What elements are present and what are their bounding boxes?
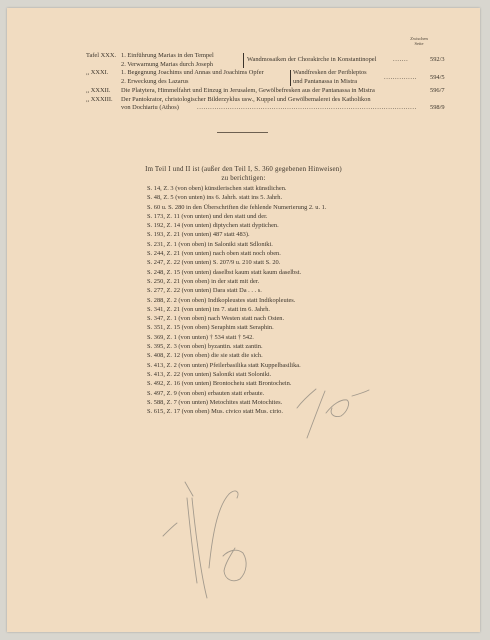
errata-line: S. 193, Z. 21 (von unten) 487 statt 483).	[147, 231, 250, 239]
errata-line: S. 347, Z. 1 (von oben) nach Westen statt nach Osten.	[147, 315, 285, 323]
header-line-1: Zwischen	[410, 36, 428, 41]
errata-subheading: zu berichtigen:	[221, 175, 266, 182]
leader-dots: ...............	[384, 74, 417, 81]
plate-label: ,, XXXII.	[86, 86, 111, 94]
plate-label: ,, XXXIII.	[86, 95, 113, 103]
plate-description: und Pantanassa in Mistra	[293, 78, 358, 86]
errata-line: S. 413, Z. 22 (von unten) Saloniki statt Soloniki.	[147, 370, 272, 378]
errata-line: S. 492, Z. 16 (von unten) Brontocheiu statt Brontochein.	[147, 380, 292, 388]
plate-description: Wandmosaiken der Chorakirche in Konstantinopel	[247, 56, 377, 63]
document-page	[7, 8, 480, 632]
plate-label: ,, XXXI.	[86, 69, 109, 77]
errata-line: S. 60 u. S. 280 in den Überschriften die fehlende Numerierung 2. u. 1.	[147, 203, 327, 211]
errata-line: S. 369, Z. 1 (von unten) † 534 statt † 542.	[147, 333, 254, 341]
errata-line: S. 14, Z. 3 (von oben) künstlerischen statt künstlichen.	[147, 185, 287, 192]
errata-line: S. 250, Z. 21 (von oben) in der statt mit der.	[147, 277, 260, 285]
plate-pages: 592/3	[430, 56, 445, 63]
errata-line: S. 341, Z. 21 (von unten) im 7. statt im 6. Jahrh.	[147, 305, 271, 313]
header-line-2: Seite	[414, 41, 424, 46]
leader-dots: .......	[393, 56, 409, 63]
plate-pages: 596/7	[430, 86, 445, 94]
errata-line: S. 48, Z. 5 (von unten) ins 6. Jahrh. statt ins 5. Jahrh.	[147, 194, 283, 202]
plate-entry: 2. Verwarnung Marias durch Joseph	[121, 60, 213, 68]
errata-line: S. 277, Z. 22 (von unten) Dara statt Da . . . s.	[147, 287, 262, 295]
plate-description: Wandfresken der Peribleptos	[293, 69, 367, 77]
plate-entry: 1. Begegnung Joachims und Annas und Joachims Opfer	[121, 69, 264, 77]
leader-dots: ....................................................................................................	[197, 104, 417, 112]
errata-line: S. 588, Z. 7 (von unten) Metochites statt Motochites.	[147, 398, 283, 406]
errata-line: S. 248, Z. 15 (von unten) daselbst kaum statt kaum daselbst.	[147, 268, 302, 276]
errata-line: S. 395, Z. 3 (von oben) byzantin. statt zantin.	[147, 343, 263, 351]
errata-line: S. 615, Z. 17 (von oben) Mus. civico statt Mus. cirio.	[147, 408, 283, 416]
plate-pages: 598/9	[430, 104, 445, 112]
errata-line: S. 244, Z. 21 (von unten) nach oben statt noch oben.	[147, 250, 281, 258]
plate-entry: Die Platytera, Himmelfahrt und Einzug in Jerusalem, Gewölbefresken aus der Pantanassa in Mistra	[121, 86, 375, 94]
pencil-annotation	[7, 8, 480, 632]
plate-pages: 594/5	[430, 74, 445, 81]
errata-line: S. 192, Z. 14 (von unten) diptychen statt dyptichen.	[147, 222, 279, 230]
plate-entry: 1. Einführung Marias in den Tempel	[121, 52, 214, 59]
errata-line: S. 351, Z. 15 (von oben) Seraphim statt Seraphin.	[147, 324, 274, 332]
errata-line: S. 173, Z. 11 (von unten) und den statt und der.	[147, 212, 268, 220]
errata-line: S. 288, Z. 2 (von oben) Indikopleustes statt Indikopleutes.	[147, 296, 296, 304]
errata-line: S. 408, Z. 12 (von oben) die sie statt die sich.	[147, 352, 263, 360]
plate-entry: von Dochiariu (Athos)	[121, 104, 179, 112]
errata-line: S. 497, Z. 9 (von oben) erbauten statt erbaute.	[147, 389, 265, 397]
errata-line: S. 247, Z. 22 (von unten) S. 207/9 u. 210 statt S. 20.	[147, 259, 281, 267]
plate-entry: 2. Erweckung des Lazarus	[121, 78, 189, 86]
errata-line: S. 413, Z. 2 (von unten) Pfeilerbasilika statt Kuppelbasilika.	[147, 361, 301, 369]
errata-heading: Im Teil I und II ist (außer den Teil I, S. 360 gegebenen Hinweisen)	[145, 166, 342, 173]
errata-line: S. 231, Z. 1 (von oben) in Saloniki statt Sdloniki.	[147, 240, 273, 248]
plate-entry: Der Pantokrator, christologischer Bilderzyklus usw., Kuppel und Gewölbemalerei des Katholikon	[121, 95, 371, 103]
plate-label: Tafel XXX.	[86, 52, 117, 59]
